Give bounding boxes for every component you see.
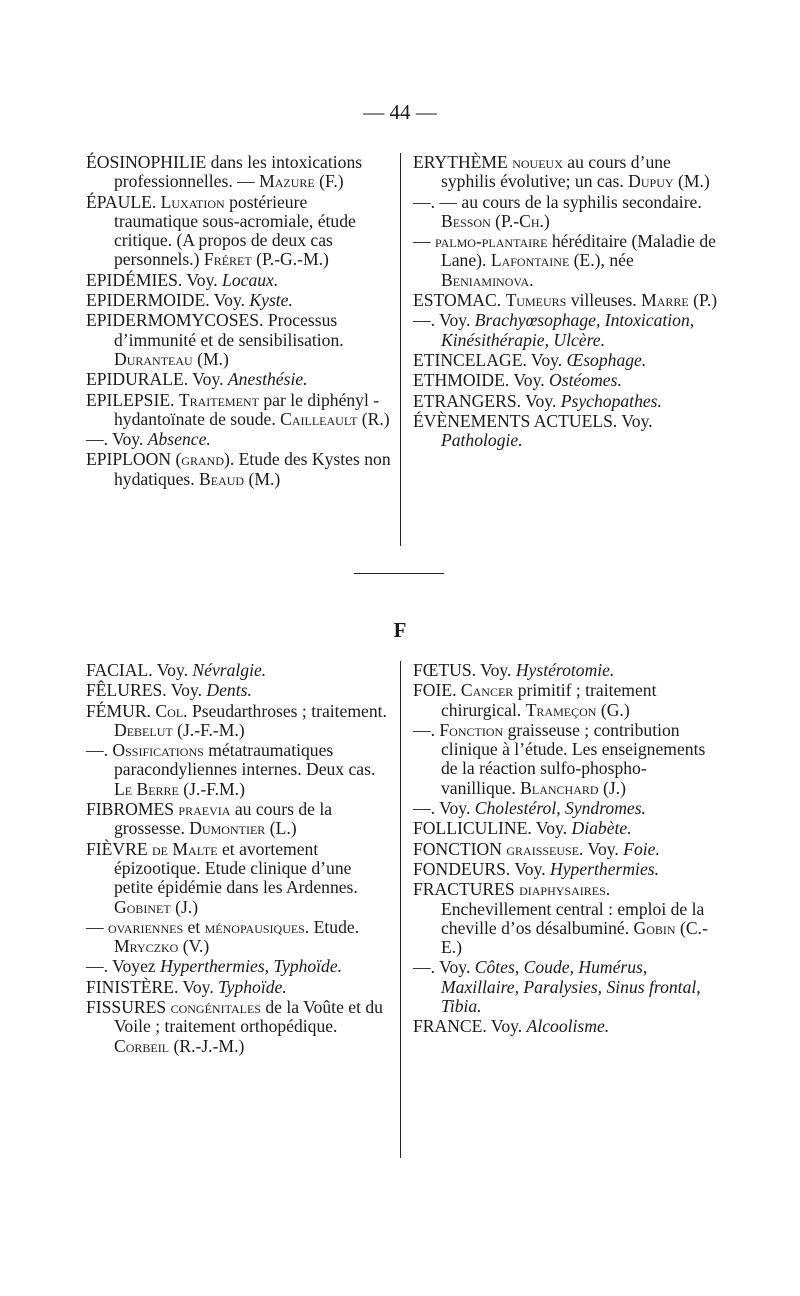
entry-small-caps: Fréret <box>203 249 252 270</box>
entry-cross-reference: Kyste. <box>249 290 293 311</box>
page-number: — 44 — <box>363 100 437 124</box>
entry-text: —. Voy. <box>86 429 148 450</box>
entry-cross-reference: Œsophage. <box>566 349 647 370</box>
index-entry <box>413 412 718 451</box>
entry-text: ÉVÈNEMENTS ACTUELS. Voy. <box>413 410 653 431</box>
entry-small-caps: ménopausiques <box>204 916 305 937</box>
entry-text: EPIPLOON <box>86 449 176 470</box>
entry-cross-reference: Névralgie. <box>192 660 267 680</box>
entry-text: (E.), née <box>569 250 634 271</box>
column-divider-bottom <box>400 661 401 1158</box>
entry-small-caps: Mazure <box>259 171 315 192</box>
entry-cross-reference: Cholestérol, Syndromes. <box>474 798 646 819</box>
entry-small-caps: Dumontier <box>189 818 266 839</box>
entry-text: FRACTURES <box>413 879 520 900</box>
entry-cross-reference: Locaux. <box>222 269 279 290</box>
entry-text: EPIDURALE. Voy. <box>86 369 228 390</box>
column-divider-top <box>400 153 401 546</box>
entry-cross-reference: Hyperthermies. <box>550 858 660 879</box>
entry-text: FÉMUR. <box>86 700 156 721</box>
entry-text: et <box>183 916 205 937</box>
entry-text: ETRANGERS. Voy. <box>413 390 561 411</box>
index-entry <box>86 661 391 680</box>
index-column-bottom-right <box>413 661 718 1037</box>
entry-small-caps: Tumeurs <box>505 290 567 311</box>
entry-text: postérieure traumatique sous-acromiale, étude critique. (A propos de deux cas personnels.) <box>114 191 356 270</box>
entry-text: FONCTION <box>413 838 507 859</box>
index-entry <box>413 860 718 879</box>
entry-small-caps: ovariennes <box>108 916 184 937</box>
entry-cross-reference: Ostéomes. <box>549 370 622 391</box>
entry-text: . Enchevillement central : emploi de la cheville d’os désalbuminé. <box>441 879 705 938</box>
entry-small-caps: graisseuse <box>506 838 580 859</box>
entry-text: — <box>86 916 108 937</box>
index-entry <box>86 391 391 430</box>
entry-text: (P.-G.-M.) <box>251 249 329 270</box>
entry-small-caps: Beniaminova <box>441 269 530 290</box>
entry-cross-reference: Psychopathes. <box>560 390 662 411</box>
index-entry <box>413 819 718 838</box>
entry-small-caps: Gobinet <box>114 896 171 917</box>
entry-text: (G.) <box>596 699 630 720</box>
index-entry <box>86 450 391 489</box>
index-entry <box>413 1017 718 1036</box>
entry-small-caps: Cancer <box>460 680 514 701</box>
entry-small-caps: Lafontaine <box>490 250 570 271</box>
entry-small-caps: Ch. <box>519 210 544 231</box>
entry-small-caps: palmo-plantaire <box>435 231 548 252</box>
index-column-top-right <box>413 153 718 450</box>
index-entry <box>86 430 391 449</box>
entry-cross-reference: Foie. <box>623 838 660 859</box>
entry-small-caps: Le Berre <box>114 778 179 799</box>
section-rule <box>354 573 444 574</box>
index-entry <box>413 232 718 290</box>
entry-small-caps: Fonction <box>439 719 504 740</box>
index-entry <box>86 291 391 310</box>
entry-cross-reference: Brachyœsophage, Intoxication, Kinésithérapie, Ulcère. <box>441 310 695 350</box>
entry-text: (V.) <box>178 936 210 957</box>
entry-small-caps: de Malte <box>151 838 218 859</box>
entry-text: —. <box>413 719 440 740</box>
entry-small-caps: Gobin <box>633 917 676 938</box>
entry-small-caps: Traitement <box>178 389 259 410</box>
index-entry <box>413 880 718 957</box>
entry-cross-reference: Diabète. <box>571 818 632 839</box>
entry-text: (F.) <box>314 171 344 192</box>
entry-text: FONDEURS. Voy. <box>413 858 551 879</box>
entry-text: EPIDERMOIDE. Voy. <box>86 290 250 311</box>
entry-text: (R.) <box>357 408 390 429</box>
index-entry <box>413 351 718 370</box>
entry-text: — <box>413 231 435 252</box>
entry-text: FOIE. <box>413 680 461 701</box>
section-letter: F <box>393 618 407 642</box>
index-entry <box>86 153 391 192</box>
entry-cross-reference: Alcoolisme. <box>526 1016 610 1037</box>
entry-text: ) <box>543 210 550 231</box>
entry-text: ETHMOIDE. Voy. <box>413 370 550 391</box>
index-entry <box>413 291 718 310</box>
index-entry <box>86 840 391 917</box>
entry-text: EPILEPSIE. <box>86 389 179 410</box>
entry-text: et avortement épizootique. Etude clinique d’une petite épidémie dans les Ardennes. <box>114 838 358 898</box>
entry-text: au cours de la grossesse. <box>114 799 333 839</box>
entry-small-caps: Corbeil <box>114 1035 170 1056</box>
index-entry <box>413 193 718 232</box>
index-entry <box>86 370 391 389</box>
entry-text: (R.-J.-M.) <box>169 1035 245 1056</box>
entry-small-caps: Debelut <box>114 719 173 740</box>
entry-small-caps: Ossifications <box>112 740 204 761</box>
entry-text: de la Voûte et du Voile ; traitement orthopédique. <box>114 997 383 1037</box>
entry-text: Pseudarthroses ; traitement. <box>187 700 387 721</box>
entry-text: FISSURES <box>86 997 171 1018</box>
index-column-bottom-left <box>86 661 391 1056</box>
entry-text: . Etude. <box>304 916 360 937</box>
index-entry <box>86 998 391 1056</box>
entry-text: (L.) <box>265 818 297 839</box>
entry-cross-reference: Anesthésie. <box>227 369 308 390</box>
entry-small-caps: Dupuy <box>628 171 674 192</box>
entry-small-caps: Cailleault <box>280 408 358 429</box>
entry-small-caps: Luxation <box>160 191 225 212</box>
index-entry <box>413 311 718 350</box>
entry-text: —. Voy. <box>413 957 475 978</box>
entry-cross-reference: Hyperthermies, Typhoïde. <box>160 956 343 977</box>
entry-text: —. Voy. <box>413 798 475 819</box>
entry-text: (J.-F.-M.) <box>172 719 245 740</box>
index-entry <box>86 800 391 839</box>
entry-small-caps: Marre <box>641 290 689 311</box>
entry-text: (J.-F.M.) <box>178 778 245 799</box>
entry-text: . Voy. <box>579 838 624 859</box>
entry-text: FRANCE. Voy. <box>413 1016 527 1037</box>
index-entry <box>413 681 718 720</box>
index-entry <box>413 661 718 680</box>
entry-text: (M.) <box>192 348 229 369</box>
entry-small-caps: Duranteau <box>114 348 193 369</box>
entry-text: FACIAL. Voy. <box>86 660 193 680</box>
entry-text: héréditaire (Maladie de Lane). <box>441 231 716 271</box>
entry-cross-reference: Typhoïde. <box>218 976 287 997</box>
entry-small-caps: Col. <box>155 700 188 721</box>
entry-cross-reference: Pathologie. <box>441 430 523 451</box>
entry-text: (J.) <box>598 777 626 798</box>
entry-text: au cours d’une syphilis évolutive; un cas. <box>441 152 671 192</box>
entry-small-caps: Beaud <box>199 468 245 489</box>
entry-text: —. — au cours de la syphilis secondaire. <box>413 191 702 212</box>
entry-text: par le diphényl - hydantoïnate de soude. <box>114 389 380 429</box>
entry-text: (M.) <box>673 171 710 192</box>
entry-text: primitif ; traitement chirurgical. <box>441 680 657 720</box>
index-entry <box>86 741 391 799</box>
index-entry <box>413 371 718 390</box>
entry-text: FINISTÈRE. Voy. <box>86 976 219 997</box>
entry-text: (P.) <box>688 290 718 311</box>
index-entry <box>413 958 718 1016</box>
index-entry <box>86 918 391 957</box>
index-entry <box>86 957 391 976</box>
entry-small-caps: (grand) <box>175 449 230 470</box>
index-entry <box>413 721 718 798</box>
index-entry <box>413 840 718 859</box>
entry-text: FŒTUS. Voy. <box>413 660 516 680</box>
entry-text: FÊLURES. Voy. <box>86 680 207 701</box>
entry-cross-reference: Dents. <box>206 680 252 701</box>
entry-text: EPIDERMOMYCOSES. Processus d’immunité et de sensibilisation. <box>86 310 344 350</box>
entry-text: —. Voy. <box>413 310 475 331</box>
entry-text: . <box>529 269 534 290</box>
index-entry <box>86 681 391 700</box>
entry-cross-reference: Côtes, Coude, Humérus, Maxillaire, Paralysies, Sinus frontal, Tibia. <box>441 957 701 1017</box>
entry-cross-reference: Absence. <box>147 429 211 450</box>
index-entry <box>413 799 718 818</box>
entry-text: (J.) <box>170 896 199 917</box>
entry-text: —. <box>86 740 113 761</box>
entry-text: FIBROMES <box>86 799 179 820</box>
entry-small-caps: Besson <box>441 210 491 231</box>
index-entry <box>86 271 391 290</box>
index-column-top-left <box>86 153 391 489</box>
entry-small-caps: noueux <box>512 152 563 172</box>
entry-text: (M.) <box>244 468 281 489</box>
entry-text: ÉPAULE. <box>86 191 161 212</box>
entry-text: ÉOSINOPHILIE dans les intoxications professionnelles. — <box>86 152 363 192</box>
index-entry <box>86 702 391 741</box>
entry-text: métatraumatiques paracondyliennes internes. Deux cas. <box>114 740 376 780</box>
entry-text: . Etude des Kystes non hydatiques. <box>114 449 391 489</box>
entry-text: ETINCELAGE. Voy. <box>413 349 567 370</box>
index-entry <box>86 311 391 369</box>
entry-cross-reference: Hystérotomie. <box>515 660 615 680</box>
entry-text: —. Voyez <box>86 956 161 977</box>
entry-text: (C.-E.) <box>441 917 708 958</box>
index-entry <box>86 193 391 270</box>
entry-text: villeuses. <box>566 290 642 311</box>
entry-small-caps: diaphysaires <box>519 879 606 900</box>
entry-small-caps: congénitales <box>170 997 261 1018</box>
entry-small-caps: Trameçon <box>525 699 597 720</box>
index-entry <box>86 978 391 997</box>
entry-text: EPIDÉMIES. Voy. <box>86 269 223 290</box>
entry-text: ESTOMAC. <box>413 290 506 311</box>
index-entry <box>413 392 718 411</box>
entry-text: FOLLICULINE. Voy. <box>413 818 572 839</box>
entry-text: FIÈVRE <box>86 838 152 859</box>
index-entry <box>413 153 718 192</box>
entry-small-caps: Mryczko <box>114 936 179 957</box>
entry-text: (P.- <box>490 210 520 231</box>
entry-small-caps: praevia <box>178 799 231 820</box>
entry-text: ERYTHÈME <box>413 152 513 172</box>
entry-small-caps: Blanchard <box>520 777 599 798</box>
entry-text: graisseuse ; contribution clinique à l’étude. Les enseignements de la réaction sulfo-phospho-vanillique. <box>441 719 706 798</box>
